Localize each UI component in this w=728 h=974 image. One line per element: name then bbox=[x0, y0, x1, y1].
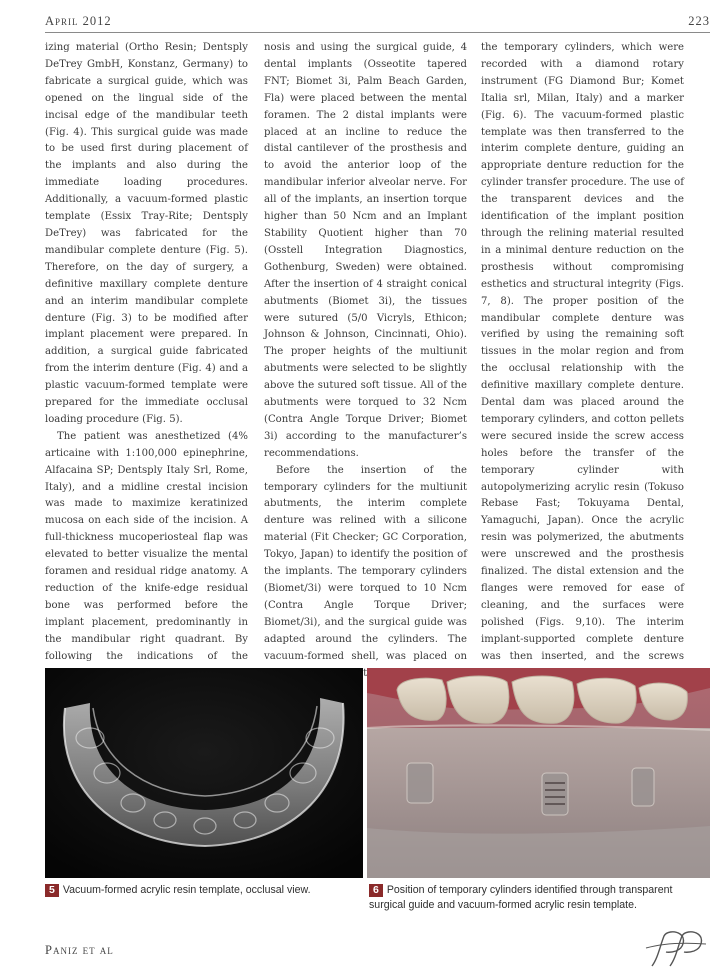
figure-6-photo bbox=[367, 668, 710, 878]
figure-5-photo bbox=[45, 668, 363, 878]
figure-number-badge: 5 bbox=[45, 884, 59, 897]
text-column-2 bbox=[264, 40, 467, 660]
header-date: April 2012 bbox=[45, 14, 112, 28]
text-column-3 bbox=[481, 40, 684, 660]
figure-6-caption bbox=[369, 883, 689, 912]
caption-text: Vacuum-formed acrylic resin template, occlusal view. bbox=[62, 884, 311, 896]
page-number: 223 bbox=[688, 14, 710, 28]
header-rule bbox=[45, 32, 710, 33]
figure-5-caption bbox=[45, 883, 363, 898]
paragraph: The patient was anesthetized (4% articaine with 1:100,000 epinephrine, Alfacaina SP; Dentsply Italy Srl, Rome, Italy), and a midline crestal incision was made to maximize keratinized mucosa on each side of the incision. A full-thickness mucoperiosteal flap was elevated to better visualize the mental foramen and residual ridge anatomy. A reduction of the knife-edge residual bone was performed before the implant placement, predominantly in the mandibular right quadrant. By following the indications of the bbox=[45, 430, 248, 662]
paragraph: Before the insertion of the temporary cylinders for the multiunit abutments, the interim complete denture was relined with a silicone material (Fit Checker; GC Corporation, Tokyo, Japan) to identify the position of the implants. The temporary cylinders (Biomet/3i) were torqued to 10 Ncm (Contra Angle Torque Driver; Biomet/3i), and the surgical guide was adapted around the cylinders. The vacuum-formed shell, was placed on bbox=[264, 464, 467, 662]
figure-number-badge: 6 bbox=[369, 884, 383, 897]
paragraph: the temporary cylinders, which were recorded with a diamond rotary instrument (FG Diamond Bur; Komet Italia srl, Milan, Italy) and a marker (Fig. 6). The vacuum-formed plastic template was then transferred to the interim complete denture, guiding an appropriate denture reduction for the cylinder transfer procedure. The use of the transparent devices and the identification of the implant position through the relining material resulted in a minimal denture reduction on the prosthesis without compromising esthetics and structural integrity (Figs. 7, 8). The proper position of the mandibular complete denture was verified by using the remaining soft tissues in the molar region and from the occlusal relationship with the definitive maxillary complete denture. Dental dam was placed around the temporary cylinders, and cotton pellets were secured inside the screw access holes before the transfer of the temporary cylinder with autopolymerizing acrylic resin (Tokuso Rebase Fast; Tokuyama Dental, Yamaguchi, Japan). Once the acrylic resin was polymerized, the abutments were unscrewed and the prosthesis finalized. The distal extension and the flanges were removed for ease of cleaning, and the surfaces were polished (Figs. 9,10). The interim implant-supported complete denture was then inserted, and the screws bbox=[481, 42, 684, 662]
running-header bbox=[45, 14, 710, 32]
journal-logo bbox=[640, 928, 710, 970]
intraoral-illustration bbox=[367, 668, 710, 878]
paragraph: izing material (Ortho Resin; Dentsply DeTrey GmbH, Konstanz, Germany) to fabricate a surgical guide, which was opened on the lingual side of the incisal edge of the mandibular teeth (Fig. 4). This surgical guide was made to be used first during placement of the implants and also during the immediate loading procedures. Additionally, a vacuum-formed plastic template (Essix Tray-Rite; Dentsply DeTrey) was fabricated for the mandibular complete denture (Fig. 5). Therefore, on the day of surgery, a definitive maxillary complete denture and an interim mandibular complete denture (Fig. 3) to be modified after implant placement were prepared. In addition, a surgical guide fabricated from the interim denture (Fig. 4) and a plastic vacuum-formed template were prepared for the immediate occlusal loading procedure (Fig. 5). bbox=[45, 42, 248, 425]
paragraph: nosis and using the surgical guide, 4 dental implants (Osseotite tapered FNT; Biomet 3i, Palm Beach Garden, Fla) were placed between the mental foramen. The 2 distal implants were placed at an incline to reduce the distal cantilever of the prosthesis and to avoid the anterior loop of the mandibular inferior alveolar nerve. For all of the implants, an insertion torque higher than 50 Ncm and an Implant Stability Quotient higher than 70 (Osstell Integration Diagnostics, Gothenburg, Sweden) were obtained. After the insertion of 4 straight conical abutments (Biomet 3i), the tissues were sutured (5/0 Vicryls, Ethicon; Johnson & Johnson, Cincinnati, Ohio). The proper heights of the multiunit abutments were selected to be slightly above the sutured soft tissue. All of the abutments were torqued to 32 Ncm (Contra Angle Torque Driver; Biomet 3i) according to the manufacturer’s recommendations. bbox=[264, 42, 467, 459]
template-illustration bbox=[45, 668, 363, 878]
running-footer-author: Paniz et al bbox=[45, 943, 114, 957]
text-column-1 bbox=[45, 40, 248, 660]
caption-text: Position of temporary cylinders identified through transparent surgical guide and vacuum-formed acrylic resin template. bbox=[369, 884, 673, 911]
